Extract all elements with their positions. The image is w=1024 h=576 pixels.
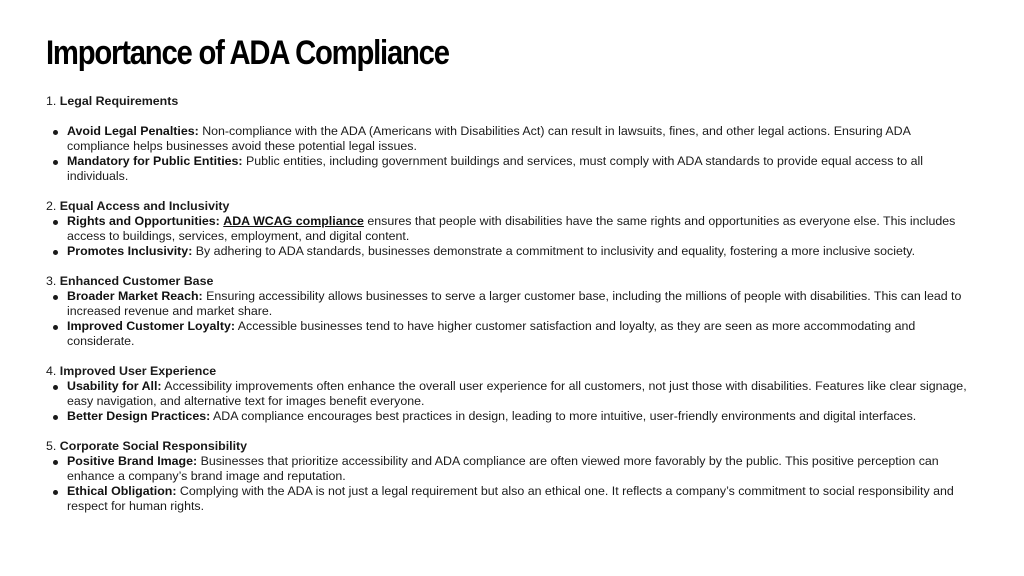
item-text: Non-compliance with the ADA (Americans with Disabilities Act) can result in lawsuits, fines, and other legal actions. Ensuring ADA compliance helps businesses avoid these potential legal issues.	[67, 124, 911, 153]
ada-wcag-compliance-link[interactable]: ADA WCAG compliance	[223, 214, 364, 228]
item-label: Rights and Opportunities:	[67, 214, 220, 228]
section-equal-access	[46, 199, 976, 259]
list-item	[67, 454, 976, 484]
section-number: 5.	[46, 439, 57, 453]
item-label: Promotes Inclusivity:	[67, 244, 193, 258]
bullet-list	[46, 289, 976, 349]
item-label: Avoid Legal Penalties:	[67, 124, 199, 138]
section-number: 3.	[46, 274, 57, 288]
list-item	[67, 124, 976, 154]
section-title: Legal Requirements	[59, 94, 179, 108]
list-item	[67, 214, 976, 244]
section-heading	[46, 94, 976, 109]
list-item	[67, 409, 976, 424]
section-title: Equal Access and Inclusivity	[59, 199, 230, 213]
section-heading	[46, 274, 976, 289]
document-body	[46, 94, 976, 514]
item-label: Ethical Obligation:	[67, 484, 177, 498]
bullet-list	[46, 454, 976, 514]
list-item	[67, 244, 976, 259]
page-title: Importance of ADA Compliance	[46, 34, 449, 72]
item-label: Better Design Practices:	[67, 409, 211, 423]
section-legal-requirements	[46, 94, 976, 184]
item-text: By adhering to ADA standards, businesses demonstrate a commitment to inclusivity and equality, fostering a more inclusive society.	[192, 244, 916, 258]
list-item	[67, 154, 976, 184]
bullet-list	[46, 214, 976, 259]
item-text: Complying with the ADA is not just a legal requirement but also an ethical one. It reflects a company’s commitment to social responsibility and respect for human rights.	[67, 484, 954, 513]
section-number: 1.	[46, 94, 57, 108]
item-text: Public entities, including government buildings and services, must comply with ADA standards to provide equal access to all individuals.	[67, 154, 924, 183]
section-heading	[46, 364, 976, 379]
item-label: Improved Customer Loyalty:	[67, 319, 235, 333]
list-item	[67, 319, 976, 349]
item-label: Usability for All:	[67, 379, 162, 393]
bullet-list	[46, 124, 976, 184]
section-customer-base	[46, 274, 976, 349]
list-item	[67, 484, 976, 514]
section-heading	[46, 199, 976, 214]
section-title: Corporate Social Responsibility	[59, 439, 248, 453]
item-text: Ensuring accessibility allows businesses to serve a larger customer base, including the millions of people with disabilities. This can lead to increased revenue and market share.	[67, 289, 962, 318]
item-label: Mandatory for Public Entities:	[67, 154, 243, 168]
item-label: Positive Brand Image:	[67, 454, 198, 468]
section-user-experience	[46, 364, 976, 424]
bullet-list	[46, 379, 976, 424]
item-text: Accessibility improvements often enhance the overall user experience for all customers, not just those with disabilities. Features like clear signage, easy navigation, and alternative text for images benefit everyone.	[67, 379, 967, 408]
section-title: Improved User Experience	[59, 364, 217, 378]
item-text: ensures that people with disabilities have the same rights and opportunities as everyone else. This includes access to buildings, services, employment, and digital content.	[67, 214, 956, 243]
section-number: 4.	[46, 364, 57, 378]
list-item	[67, 379, 976, 409]
item-text: ADA compliance encourages best practices in design, leading to more intuitive, user-friendly environments and digital interfaces.	[210, 409, 917, 423]
section-number: 2.	[46, 199, 57, 213]
item-text: Businesses that prioritize accessibility and ADA compliance are often viewed more favorably by the public. This positive perception can enhance a company’s brand image and reputation.	[67, 454, 939, 483]
section-heading	[46, 439, 976, 454]
item-label: Broader Market Reach:	[67, 289, 203, 303]
list-item	[67, 289, 976, 319]
item-text: Accessible businesses tend to have higher customer satisfaction and loyalty, as they are seen as more accommodating and considerate.	[67, 319, 916, 348]
section-title: Enhanced Customer Base	[59, 274, 214, 288]
section-social-responsibility	[46, 439, 976, 514]
